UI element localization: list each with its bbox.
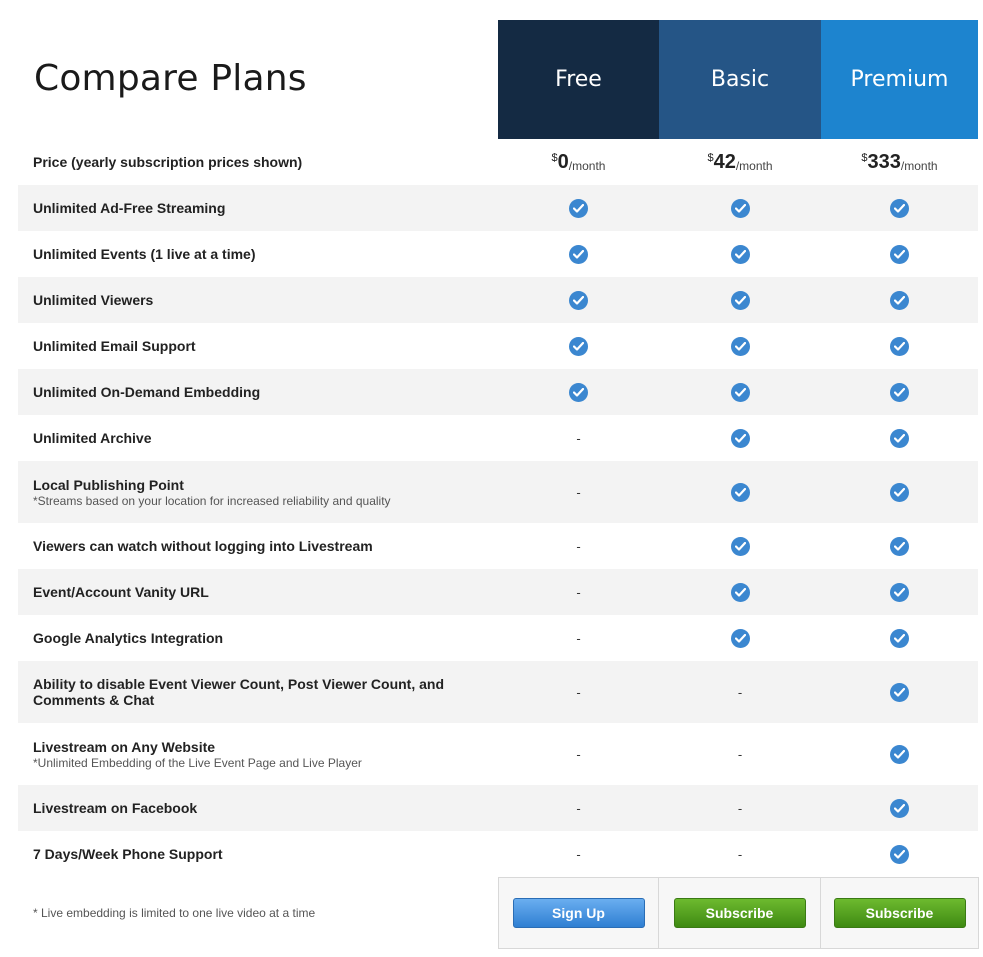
feature-cell-premium xyxy=(821,483,978,502)
feature-label: Unlimited On-Demand Embedding xyxy=(33,384,261,400)
feature-row xyxy=(18,723,978,785)
feature-cell-basic xyxy=(659,383,821,402)
footnote: * Live embedding is limited to one live video at a time xyxy=(33,906,316,920)
feature-label: 7 Days/Week Phone Support xyxy=(33,846,223,862)
check-circle-icon xyxy=(890,845,909,864)
price-amount: 333 xyxy=(867,151,901,173)
feature-cell-free xyxy=(498,245,659,264)
check-circle-icon xyxy=(890,199,909,218)
check-circle-icon xyxy=(890,245,909,264)
feature-label: Unlimited Events (1 live at a time) xyxy=(33,246,256,262)
feature-cell-basic xyxy=(659,537,821,556)
feature-cell xyxy=(18,200,498,216)
feature-cell-premium xyxy=(821,337,978,356)
price-free xyxy=(552,151,606,173)
price-basic xyxy=(707,151,772,173)
feature-cell-free xyxy=(498,431,659,446)
feature-cell xyxy=(18,292,498,308)
feature-label: Ability to disable Event Viewer Count, Post Viewer Count, and Comments & Chat xyxy=(33,676,444,708)
feature-cell xyxy=(18,676,498,708)
feature-cell-basic xyxy=(659,685,821,700)
feature-label: Unlimited Archive xyxy=(33,430,152,446)
feature-cell-premium xyxy=(821,537,978,556)
price-currency: $ xyxy=(707,152,714,164)
not-included-dash: - xyxy=(576,484,581,500)
feature-label: Unlimited Ad-Free Streaming xyxy=(33,200,226,216)
check-circle-icon xyxy=(890,429,909,448)
not-included-dash: - xyxy=(576,684,581,700)
feature-label: Google Analytics Integration xyxy=(33,630,224,646)
feature-label: Unlimited Email Support xyxy=(33,338,196,354)
check-circle-icon xyxy=(890,745,909,764)
check-circle-icon xyxy=(731,199,750,218)
check-circle-icon xyxy=(890,337,909,356)
feature-rows xyxy=(18,185,978,877)
check-circle-icon xyxy=(890,537,909,556)
feature-row xyxy=(18,323,978,369)
feature-cell xyxy=(18,800,498,816)
check-circle-icon xyxy=(731,629,750,648)
feature-label: Livestream on Any Website xyxy=(33,738,216,755)
feature-cell-free xyxy=(498,747,659,762)
feature-cell-basic xyxy=(659,747,821,762)
subscribe-basic-button[interactable]: Subscribe xyxy=(674,898,806,928)
check-circle-icon xyxy=(569,199,588,218)
feature-cell-basic xyxy=(659,847,821,862)
feature-cell-free xyxy=(498,291,659,310)
feature-cell-premium xyxy=(821,845,978,864)
feature-cell-premium xyxy=(821,429,978,448)
feature-cell-premium xyxy=(821,799,978,818)
check-circle-icon xyxy=(890,799,909,818)
feature-label: Local Publishing Point xyxy=(33,476,184,493)
check-circle-icon xyxy=(731,537,750,556)
price-cell-free xyxy=(498,151,659,173)
feature-cell-basic xyxy=(659,337,821,356)
feature-cell xyxy=(18,538,498,554)
feature-cell-premium xyxy=(821,745,978,764)
feature-cell xyxy=(18,338,498,354)
feature-label: Unlimited Viewers xyxy=(33,292,154,308)
feature-cell xyxy=(18,630,498,646)
feature-cell xyxy=(18,384,498,400)
feature-note: *Unlimited Embedding of the Live Event Page and Live Player xyxy=(33,755,362,770)
feature-cell-free xyxy=(498,631,659,646)
feature-cell-free xyxy=(498,585,659,600)
cta-cell-free xyxy=(498,877,659,949)
check-circle-icon xyxy=(569,383,588,402)
check-circle-icon xyxy=(890,683,909,702)
feature-cell-free xyxy=(498,485,659,500)
check-circle-icon xyxy=(890,291,909,310)
check-circle-icon xyxy=(569,337,588,356)
plan-header-premium: Premium xyxy=(821,20,978,139)
feature-row xyxy=(18,369,978,415)
feature-cell xyxy=(18,739,498,770)
price-period: /month xyxy=(900,159,938,173)
not-included-dash: - xyxy=(737,800,743,816)
price-amount: 42 xyxy=(713,151,736,173)
feature-cell-free xyxy=(498,847,659,862)
feature-row xyxy=(18,615,978,661)
feature-row xyxy=(18,569,978,615)
price-amount: 0 xyxy=(557,151,569,173)
feature-cell-free xyxy=(498,801,659,816)
check-circle-icon xyxy=(731,483,750,502)
feature-label: Event/Account Vanity URL xyxy=(33,584,209,600)
price-row xyxy=(18,139,978,185)
not-included-dash: - xyxy=(576,846,581,862)
not-included-dash: - xyxy=(576,746,581,762)
price-row-label: Price (yearly subscription prices shown) xyxy=(33,154,303,170)
feature-cell xyxy=(18,430,498,446)
page-title: Compare Plans xyxy=(34,58,307,99)
feature-label: Viewers can watch without logging into Livestream xyxy=(33,538,373,554)
plan-header-free: Free xyxy=(498,20,659,139)
feature-row xyxy=(18,785,978,831)
check-circle-icon xyxy=(890,583,909,602)
check-circle-icon xyxy=(731,291,750,310)
price-period: /month xyxy=(568,159,606,173)
feature-cell xyxy=(18,246,498,262)
feature-cell-basic xyxy=(659,245,821,264)
check-circle-icon xyxy=(731,337,750,356)
feature-note: *Streams based on your location for increased reliability and quality xyxy=(33,493,391,508)
price-period: /month xyxy=(735,159,773,173)
feature-row xyxy=(18,185,978,231)
comparison-table xyxy=(18,139,978,877)
feature-cell-basic xyxy=(659,629,821,648)
not-included-dash: - xyxy=(737,746,743,762)
feature-cell xyxy=(18,477,498,508)
feature-cell-premium xyxy=(821,383,978,402)
feature-row xyxy=(18,231,978,277)
feature-cell xyxy=(18,846,498,862)
feature-row xyxy=(18,661,978,723)
check-circle-icon xyxy=(731,429,750,448)
check-circle-icon xyxy=(890,629,909,648)
feature-cell-basic xyxy=(659,801,821,816)
check-circle-icon xyxy=(569,291,588,310)
feature-cell-premium xyxy=(821,199,978,218)
feature-cell-basic xyxy=(659,429,821,448)
feature-cell-premium xyxy=(821,245,978,264)
feature-cell xyxy=(18,584,498,600)
check-circle-icon xyxy=(731,245,750,264)
not-included-dash: - xyxy=(576,584,581,600)
price-premium xyxy=(861,151,937,173)
feature-cell-premium xyxy=(821,291,978,310)
feature-row xyxy=(18,523,978,569)
price-currency: $ xyxy=(551,152,558,164)
feature-cell-free xyxy=(498,383,659,402)
price-cell-premium xyxy=(821,151,978,173)
plan-header-basic: Basic xyxy=(659,20,821,139)
feature-cell-basic xyxy=(659,291,821,310)
feature-cell-basic xyxy=(659,199,821,218)
check-circle-icon xyxy=(731,583,750,602)
feature-cell-free xyxy=(498,199,659,218)
not-included-dash: - xyxy=(576,630,581,646)
feature-cell-basic xyxy=(659,483,821,502)
cta-cell-basic xyxy=(659,877,821,949)
check-circle-icon xyxy=(890,383,909,402)
subscribe-premium-button[interactable]: Subscribe xyxy=(834,898,966,928)
not-included-dash: - xyxy=(576,800,581,816)
feature-cell-premium xyxy=(821,583,978,602)
not-included-dash: - xyxy=(576,430,581,446)
feature-row xyxy=(18,415,978,461)
price-cell-basic xyxy=(659,151,821,173)
feature-cell xyxy=(18,154,498,170)
feature-row xyxy=(18,277,978,323)
feature-label: Livestream on Facebook xyxy=(33,800,198,816)
feature-cell-free xyxy=(498,685,659,700)
feature-row xyxy=(18,831,978,877)
feature-cell-free xyxy=(498,337,659,356)
price-currency: $ xyxy=(861,152,868,164)
feature-cell-free xyxy=(498,539,659,554)
feature-row xyxy=(18,461,978,523)
feature-cell-basic xyxy=(659,583,821,602)
sign-up-button[interactable]: Sign Up xyxy=(513,898,645,928)
check-circle-icon xyxy=(890,483,909,502)
check-circle-icon xyxy=(731,383,750,402)
not-included-dash: - xyxy=(737,846,743,862)
cta-cell-premium xyxy=(821,877,979,949)
check-circle-icon xyxy=(569,245,588,264)
feature-cell-premium xyxy=(821,683,978,702)
not-included-dash: - xyxy=(576,538,581,554)
feature-cell-premium xyxy=(821,629,978,648)
not-included-dash: - xyxy=(737,684,743,700)
